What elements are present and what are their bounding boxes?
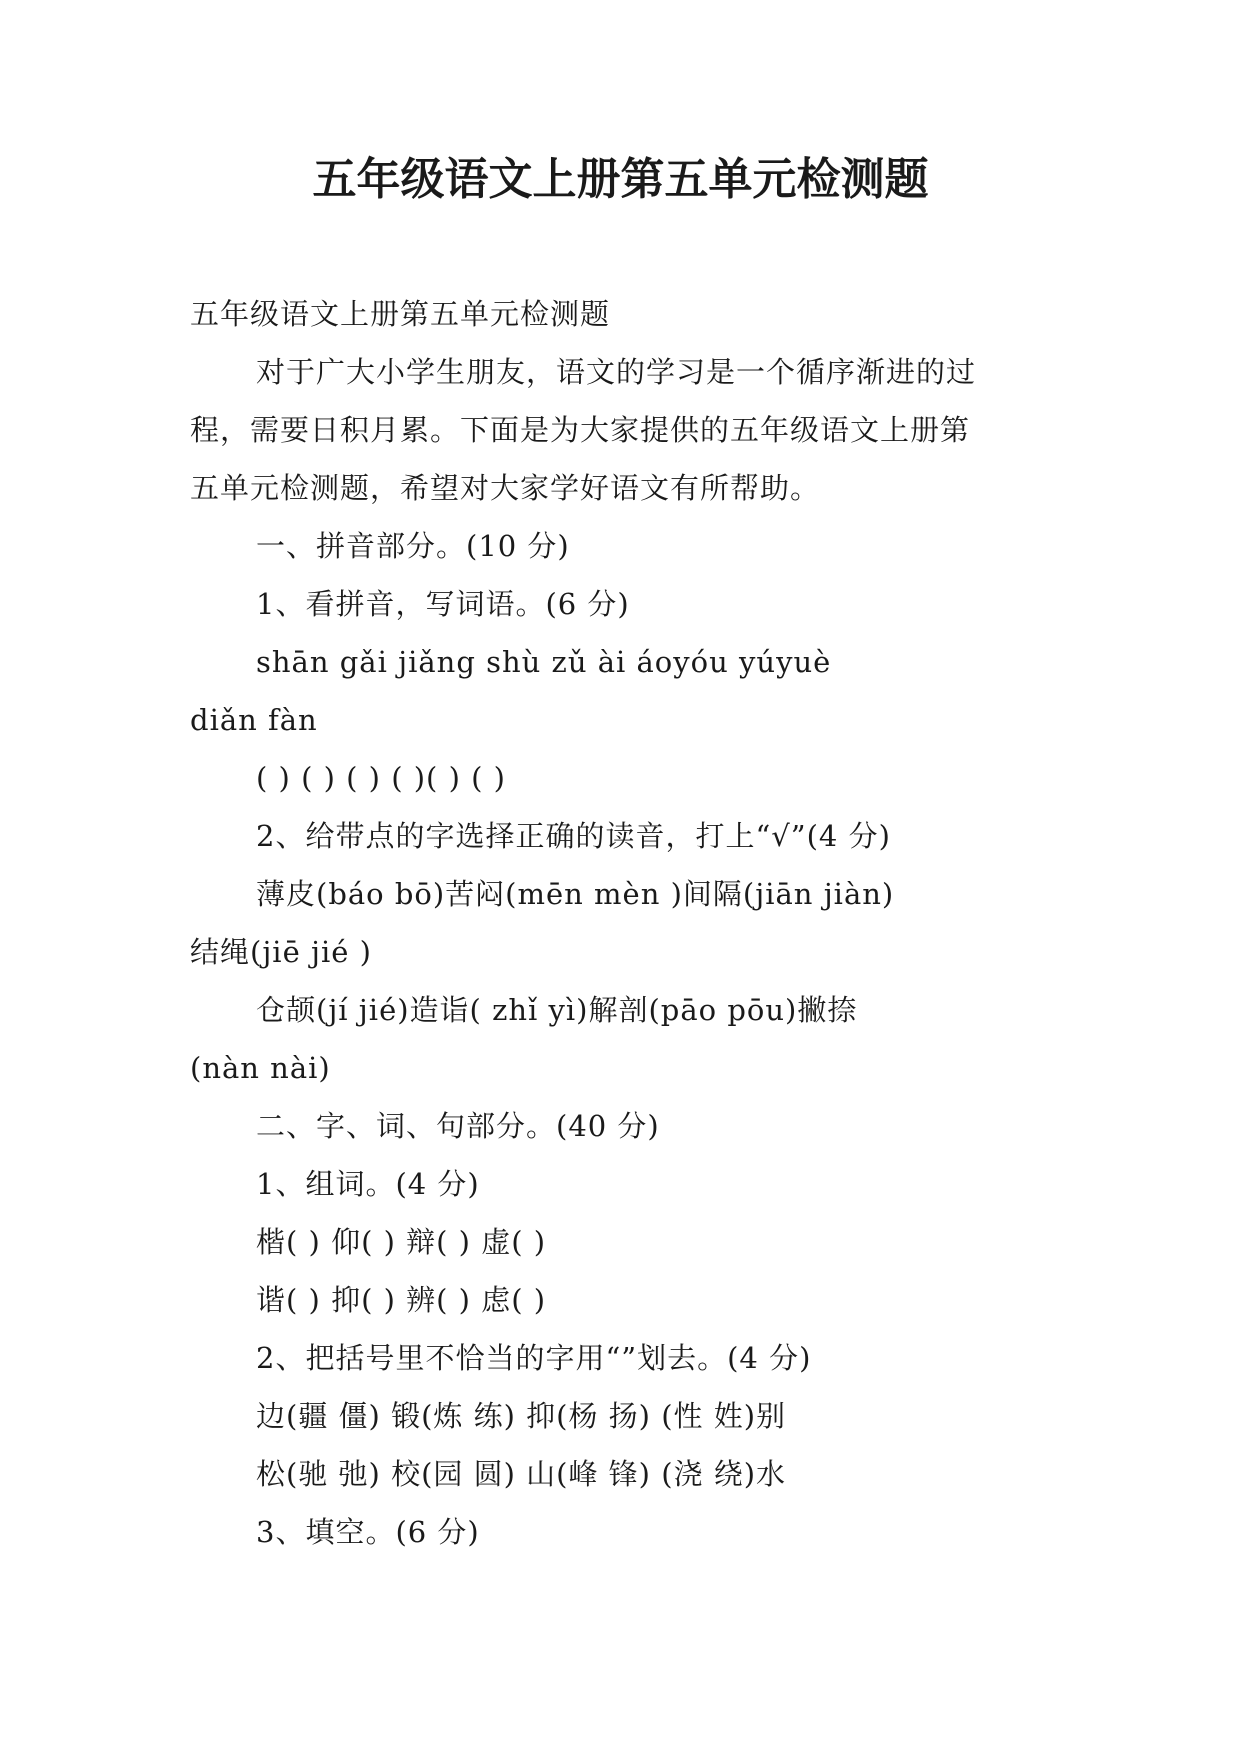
word-group-line-2: 谐( ) 抑( ) 辨( ) 虑( ) [256,1283,547,1317]
reading-choice-line-3: 仓颉(jí jié)造诣( zhǐ yì)解剖(pāo pōu)撇捺 [256,993,858,1027]
fill-blank-heading: 3、填空。(6 分) [256,1515,480,1549]
strike-line-1: 边(疆 僵) 锻(炼 练) 抑(杨 扬) (性 姓)别 [256,1399,787,1433]
word-group-heading: 1、组词。(4 分) [256,1167,480,1201]
pinyin-line-1: shān gǎi jiǎng shù zǔ ài áoyóu yúyuè [256,645,832,679]
question-1-heading: 1、看拼音，写词语。(6 分) [256,587,630,621]
document-title: 五年级语文上册第五单元检测题 [312,154,929,205]
document-body [190,285,1060,1561]
reading-choice-line-4: (nàn nài) [190,1051,331,1085]
reading-choice-line-1: 薄皮(báo bō)苦闷(mēn mèn )间隔(jiān jiàn) [256,877,895,911]
intro-line-3: 五单元检测题，希望对大家学好语文有所帮助。 [190,471,821,505]
section-heading-words: 二、字、词、句部分。(40 分) [256,1109,660,1143]
pinyin-line-2: diǎn fàn [190,703,318,737]
word-group-line-1: 楷( ) 仰( ) 辩( ) 虚( ) [256,1225,547,1259]
strike-heading: 2、把括号里不恰当的字用“”划去。(4 分) [256,1341,812,1375]
strike-line-2: 松(驰 弛) 校(园 圆) 山(峰 锋) (浇 绕)水 [256,1457,787,1491]
subtitle-line: 五年级语文上册第五单元检测题 [190,297,611,331]
question-2-heading: 2、给带点的字选择正确的读音，打上“√”(4 分) [256,819,891,853]
intro-line-1: 对于广大小学生朋友，语文的学习是一个循序渐进的过 [256,355,977,389]
intro-line-2: 程，需要日积月累。下面是为大家提供的五年级语文上册第 [190,413,971,447]
section-heading-pinyin: 一、拼音部分。(10 分) [256,529,570,563]
reading-choice-line-2: 结绳(jiē jié ) [190,935,372,969]
answer-blanks: ( ) ( ) ( ) ( )( ) ( ) [256,761,506,795]
